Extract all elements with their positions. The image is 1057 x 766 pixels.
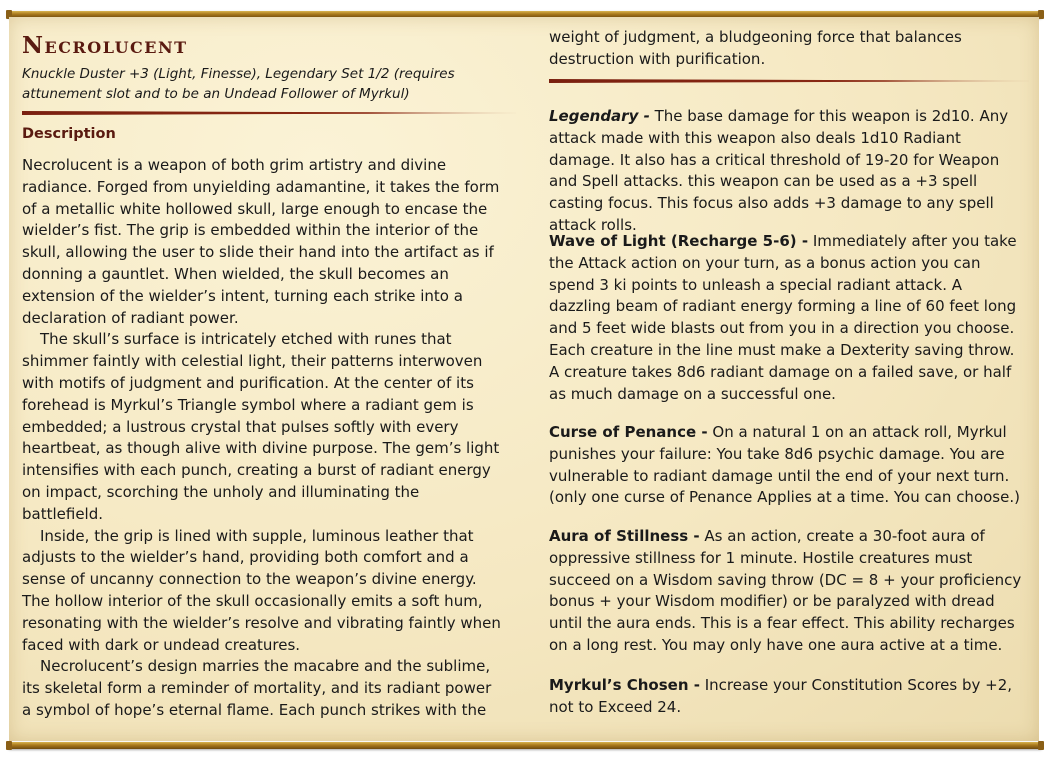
description-body	[22, 155, 502, 722]
description-paragraph: Inside, the grip is lined with supple, luminous leather that adjusts to the wielder’s hand, providing both comfort and a sense of uncanny connection to the weapon’s divine energy. The hollow interior of the skull occasionally emits a soft hum, resonating with the wielder’s resolve and vibrating faintly when faced with dark or undead creatures.	[22, 526, 501, 654]
parchment-page	[9, 17, 1039, 741]
feature-name: Aura of Stillness -	[549, 527, 700, 545]
feature-wave-of-light	[549, 231, 1027, 405]
feature-text: On a natural 1 on an attack roll, Myrkul punishes your failure: You take 8d6 psychic damage. You are vulnerable to radiant damage until the end of your next turn. (only one curse of Penance Applies at a time. You can choose.)	[549, 423, 1020, 507]
description-paragraph: Necrolucent’s design marries the macabre and the sublime, its skeletal form a reminder of mortality, and its radiant power a symbol of hope’s eternal flame. Each punch strikes with the	[22, 657, 492, 719]
feature-text: The base damage for this weapon is 2d10. Any attack made with this weapon also deals 1d10 Radiant damage. It also has a critical threshold of 19-20 for Weapon and Spell attacks. this weapon can be used as a +3 spell casting focus. This focus also adds +3 damage to any spell attack rolls.	[549, 107, 1009, 234]
feature-name: Curse of Penance -	[549, 423, 708, 441]
feature-text: Increase your Constitution Scores by +2, not to Exceed 24.	[549, 676, 1013, 716]
feature-name: Wave of Light (Recharge 5-6) -	[549, 232, 809, 250]
item-title: Necrolucent	[22, 32, 188, 59]
feature-aura-of-stillness	[549, 526, 1027, 657]
description-paragraph: Necrolucent is a weapon of both grim artistry and divine radiance. Forged from unyielding adamantine, it takes the form of a metallic white hollowed skull, large enough to encase the wielder’s fist. The grip is embedded within the interior of the skull, allowing the user to slide their hand into the artifact as if donning a gauntlet. When wielded, the skull becomes an extension of the wielder’s intent, turning each strike into a declaration of radiant power.	[22, 156, 500, 327]
title-divider	[22, 111, 516, 115]
section-divider	[549, 79, 1029, 83]
description-continuation-text: weight of judgment, a bludgeoning force that balances destruction with purification.	[549, 28, 962, 68]
feature-text: Immediately after you take the Attack action on your turn, as a bonus action you can spend 3 ki points to unleash a special radiant attack. A dazzling beam of radiant energy forming a line of 60 feet long and 5 feet wide blasts out from you in a direction you choose. Each creature in the line must make a Dexterity saving throw. A creature takes 8d6 radiant damage on a failed save, or half as much damage on a successful one.	[549, 232, 1017, 403]
feature-text: As an action, create a 30-foot aura of oppressive stillness for 1 minute. Hostile creatures must succeed on a Wisdom saving throw (DC = 8 + your proficiency bonus + your Wisdom modifier) or be paralyzed with dread until the aura ends. This is a fear effect. This ability recharges on a long rest. You may only have one aura active at a time.	[549, 527, 1022, 654]
feature-curse-of-penance	[549, 422, 1027, 509]
description-continuation	[549, 27, 1029, 71]
description-paragraph: The skull’s surface is intricately etched with runes that shimmer faintly with celestial light, their patterns interwoven with motifs of judgment and purification. At the center of its forehead is Myrkul’s Triangle symbol where a radiant gem is embedded; a lustrous crystal that pulses softly with every heartbeat, as though alive with divine purpose. The gem’s light intensifies with each punch, creating a burst of radiant energy on impact, scorching the unholy and illuminating the battlefield.	[22, 330, 500, 523]
description-heading: Description	[22, 126, 116, 142]
feature-legendary	[549, 106, 1027, 237]
feature-myrkuls-chosen	[549, 675, 1027, 719]
feature-name: Legendary -	[549, 107, 650, 125]
item-subtitle: Knuckle Duster +3 (Light, Finesse), Legendary Set 1/2 (requires attunement slot and to be an Undead Follower of Myrkul)	[22, 66, 455, 102]
scroll-rod-bottom	[8, 742, 1042, 749]
feature-name: Myrkul’s Chosen -	[549, 676, 700, 694]
